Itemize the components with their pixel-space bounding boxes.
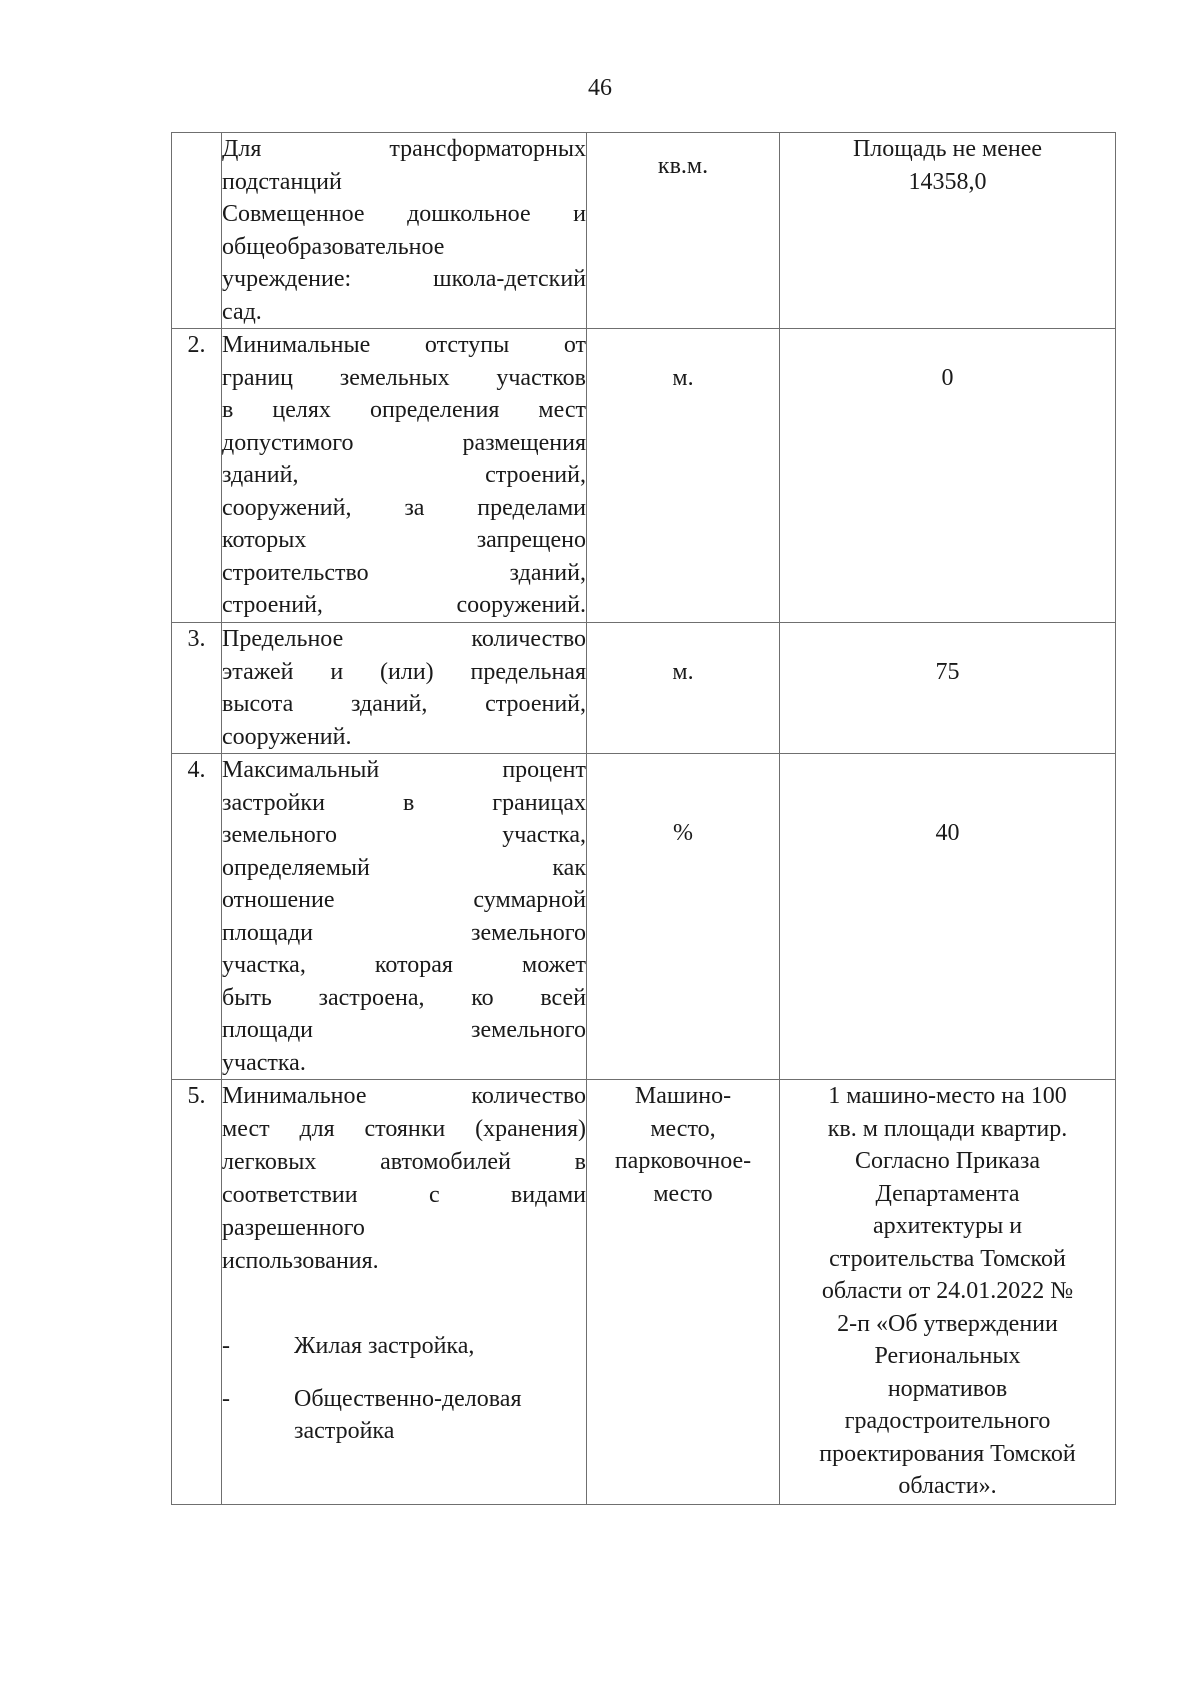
value-text: Согласно Приказа	[854, 1148, 1040, 1174]
text-line: участка, которая может	[222, 952, 586, 978]
unit-cell	[587, 754, 780, 1080]
text-line: в целях определения мест	[222, 397, 586, 423]
text-line: участка.	[222, 1049, 306, 1076]
value-text: градостроительного	[844, 1408, 1051, 1434]
parameter-name-cell	[222, 623, 587, 754]
text-line: которых запрещено	[222, 527, 586, 553]
text-line: Минимальное количество	[222, 1083, 586, 1109]
unit-cell	[587, 329, 780, 623]
row-number-cell: 4.	[172, 754, 222, 1080]
value-text: Площадь не менее	[852, 136, 1043, 162]
text-line: допустимого размещения	[222, 429, 586, 456]
text-line: площади земельного	[222, 1017, 586, 1043]
text-line: определяемый как	[222, 854, 586, 881]
row-number-cell: 3.	[172, 623, 222, 754]
text-line: Для трансформаторных	[222, 136, 586, 162]
value-text: 1 машино-место на 100	[828, 1083, 1067, 1109]
value-text: 40	[935, 820, 960, 846]
value-text: нормативов	[887, 1375, 1008, 1402]
text-line: Минимальные отступы от	[222, 332, 586, 358]
row-number-cell: 5.	[172, 1080, 222, 1505]
text-line: земельного участка,	[222, 822, 586, 848]
value-cell	[780, 1080, 1116, 1505]
text-line: общеобразовательное	[222, 233, 445, 260]
value-text: Региональных	[874, 1343, 1021, 1369]
value-text: области от 24.01.2022 №	[821, 1278, 1074, 1304]
value-cell	[780, 133, 1116, 329]
text-line: сооружений, за пределами	[222, 494, 586, 521]
dash-marker: -	[222, 1385, 230, 1412]
text-line: строительство зданий,	[222, 559, 586, 586]
unit-text: м.	[672, 659, 694, 685]
text-line: разрешенного	[222, 1215, 365, 1241]
text-line: мест для стоянки (хранения)	[222, 1116, 586, 1142]
value-text: проектирования Томской	[819, 1440, 1076, 1467]
parameter-name-cell	[222, 1080, 587, 1505]
text-line: зданий, строений,	[222, 462, 586, 488]
text-line: застройки в границах	[222, 789, 586, 816]
text-line: использования.	[222, 1248, 379, 1274]
unit-cell	[587, 133, 780, 329]
row-number-cell: 2.	[172, 329, 222, 623]
text-line: этажей и (или) предельная	[222, 658, 586, 685]
unit-text: м.	[672, 365, 694, 391]
text-line: отношение суммарной	[222, 887, 586, 913]
parameter-name-cell	[222, 133, 587, 329]
value-text: области».	[898, 1473, 997, 1499]
table-row	[172, 754, 1116, 1080]
value-text: Департамента	[875, 1180, 1020, 1207]
text-line: учреждение: школа-детский	[222, 266, 586, 292]
unit-text: Машино-	[634, 1083, 732, 1109]
table-row	[172, 329, 1116, 623]
list-item-text: застройка	[294, 1418, 395, 1444]
text-line: площади земельного	[222, 919, 586, 946]
text-line: быть застроена, ко всей	[222, 984, 586, 1011]
value-text: 2-п «Об утверждении	[837, 1310, 1058, 1337]
value-cell	[780, 623, 1116, 754]
parameters-table	[171, 132, 1116, 1505]
text-line: сад.	[222, 298, 262, 325]
text-line: границ земельных участков	[222, 364, 586, 391]
table-row	[172, 1080, 1116, 1505]
value-text: 0	[941, 365, 954, 391]
text-line: сооружений.	[222, 723, 352, 750]
unit-text: место	[653, 1180, 713, 1207]
value-text: 75	[935, 659, 960, 685]
text-line: Максимальный процент	[222, 757, 586, 783]
list-item-text: Общественно-деловая	[294, 1385, 522, 1412]
parameter-name-cell	[222, 754, 587, 1080]
text-line: легковых автомобилей в	[222, 1149, 586, 1175]
unit-text: кв.м.	[657, 153, 709, 179]
value-text: кв. м площади квартир.	[827, 1115, 1068, 1142]
row-number-cell	[172, 133, 222, 329]
value-text: архитектуры и	[872, 1213, 1023, 1239]
unit-cell	[587, 1080, 780, 1505]
unit-text: %	[673, 820, 693, 846]
unit-text: парковочное-	[614, 1148, 752, 1174]
dash-marker: -	[222, 1333, 230, 1359]
value-text: 14358,0	[908, 168, 987, 195]
text-line: Совмещенное дошкольное и	[222, 201, 586, 227]
text-line: строений, сооружений.	[222, 592, 586, 618]
list-item	[222, 1330, 586, 1363]
table-row	[172, 623, 1116, 754]
table-row	[172, 133, 1116, 329]
text-line: Предельное количество	[222, 626, 586, 652]
unit-text: место,	[650, 1115, 716, 1142]
parameter-name-cell	[222, 329, 587, 623]
list-item	[222, 1383, 586, 1448]
page-number: 46	[588, 75, 612, 101]
text-line: соответствии с видами	[222, 1182, 586, 1208]
text-line: высота зданий, строений,	[222, 691, 586, 717]
value-cell	[780, 329, 1116, 623]
value-cell	[780, 754, 1116, 1080]
text-line: подстанций	[222, 168, 342, 195]
list-item-text: Жилая застройка,	[294, 1333, 475, 1359]
value-text: строительства Томской	[829, 1245, 1066, 1272]
unit-cell	[587, 623, 780, 754]
